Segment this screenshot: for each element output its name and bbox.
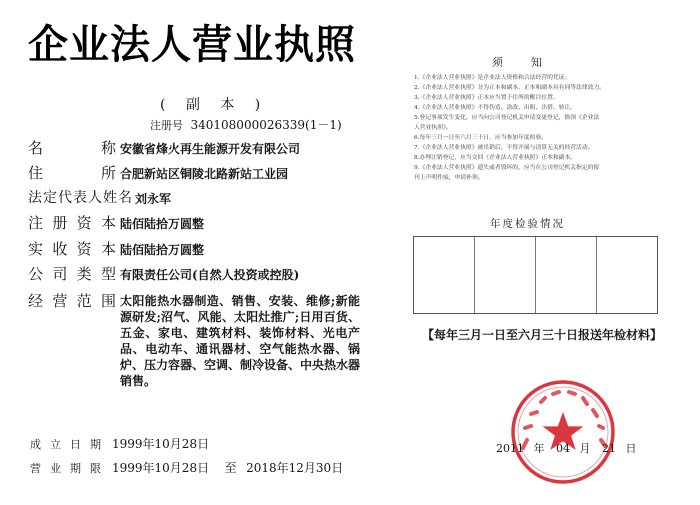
issue-month: 04 [556,442,570,455]
field-company-type-label: 公 司 类 型 [28,265,116,283]
annual-inspection-title: 年度检验情况 [490,218,565,230]
issue-month-unit: 月 [579,442,591,455]
company-type: 有限责任公司(自然人投资或控股) [120,268,300,282]
issue-year: 2011 [496,442,524,455]
business-term-label: 营业期限 [30,462,110,475]
annual-inspection-note: 【每年三月一日至六月三十日报送年检材料】 [422,328,663,342]
field-company-type [28,263,358,287]
field-address-label: 住 所 [28,164,116,182]
paid-capital: 陆佰陆拾万圆整 [120,243,205,257]
registration-label: 注册号 [150,119,183,132]
field-legal-rep-label: 法 定 代 表 人 姓 名 [28,190,132,206]
registered-capital: 陆佰陆拾万圆整 [120,217,205,231]
field-name [28,137,358,161]
official-seal-stamp [509,378,617,486]
notice-item: 4.《企业法人营业执照》不得伪造、涂改、出租、出借、转让。 [414,105,577,111]
notice-item: 6.每年三月一日至六月三十日，应当参加年度检验。 [414,135,548,141]
notice-item: 9.《企业法人营业执照》遗失或者毁坏的，应当在公司登记机关指定的报 [414,165,600,171]
notice-item: 刊上声明作废，申请补领。 [414,175,484,181]
field-business-scope-label: 经 营 范 围 [28,292,116,310]
established-row [30,435,209,453]
field-registered-capital [28,212,358,236]
notice-item: 1.《企业法人营业执照》是企业法人资格和合法经营的凭证。 [414,75,571,81]
field-paid-capital-label: 实 收 资 本 [28,240,116,258]
field-registered-capital-label: 注 册 资 本 [28,214,116,232]
notice-item: 2.《企业法人营业执照》分为正本和副本，正本和副本具有同等法律效力。 [414,85,606,91]
business-scope: 太阳能热水器制造、销售、安装、维修;新能源研发;沼气、风能、太阳灶推广;日用百货、五金、家电、建筑材料、装饰材料、光电产品、电动车、通讯器材、空气能热水器、锅炉、压力容器、空调、制冷设备、中央热水器销售。 [120,294,361,388]
field-legal-rep [28,187,358,211]
issue-date [496,440,637,456]
business-term-end: 2018年12月30日 [246,461,344,475]
field-name-label: 名 称 [28,139,116,157]
inspection-cell [414,237,474,313]
notice-item: 人营业执照》。 [414,125,452,131]
field-business-scope [28,290,361,410]
registration-row [150,116,342,133]
business-term-start: 1999年10月28日 [112,461,210,475]
notice-item: 8.办理注销登记，应当交回《企业法人营业执照》正本和副本。 [414,155,577,161]
notice-list [414,73,676,183]
issue-day: 21 [602,442,616,455]
business-term-sep: 至 [224,461,237,475]
inspection-cell [474,237,535,313]
field-address [28,162,358,186]
issue-day-unit: 日 [625,442,637,455]
legal-representative: 刘永军 [135,192,172,206]
company-name: 安徽省烽火再生能源开发有限公司 [120,142,301,156]
field-paid-capital [28,238,358,262]
established-label: 成立日期 [30,438,110,451]
inspection-cell [535,237,596,313]
copy-type-label: ( 副 本 ) [160,97,269,113]
registration-number: 340108000026339(1－1) [190,118,342,132]
notice-item: 7.《企业法人营业执照》被吊销后，不得开展与清算无关的经营活动。 [414,145,594,151]
notice-item: 5.登记事项发生变化，应当向公司登记机关申请变更登记，换领《企业法 [414,115,600,121]
annual-inspection-grid [413,236,658,314]
company-address: 合肥新站区铜陵北路新站工业园 [120,167,289,181]
business-term-row [30,459,343,477]
issue-year-unit: 年 [533,442,545,455]
license-title: 企业法人营业执照 [28,22,356,68]
established-date: 1999年10月28日 [112,437,210,451]
notice-item: 3.《企业法人营业执照》正本应当置于住所的醒目位置。 [414,95,559,101]
inspection-cell [596,237,657,313]
notice-title: 须知 [492,56,570,69]
